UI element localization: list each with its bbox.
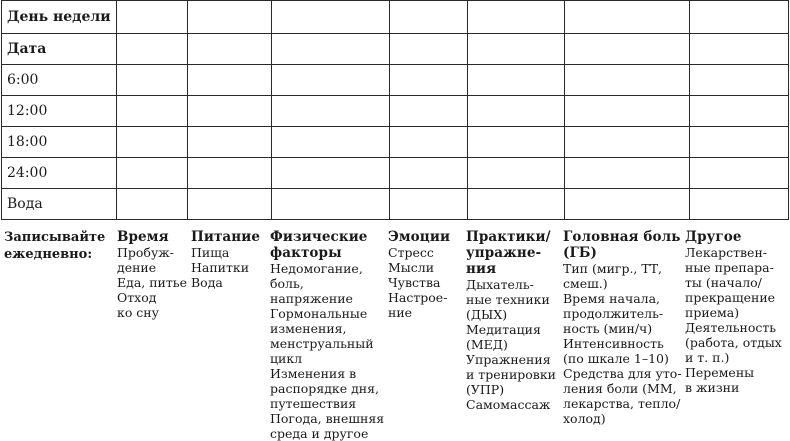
legend-column — [685, 229, 782, 395]
legend-item: Гормональные — [270, 306, 368, 321]
legend-item: Дыхатель- — [466, 277, 534, 292]
entry-cell[interactable] — [272, 127, 390, 158]
legend-item: среда и другое — [270, 426, 369, 441]
legend-item: (ДЫХ) — [466, 307, 508, 322]
legend-item: (УПР) — [466, 382, 505, 397]
entry-cell[interactable] — [272, 34, 390, 65]
legend-item: приема) — [685, 305, 740, 320]
legend-item: ние — [388, 305, 413, 320]
entry-cell[interactable] — [272, 158, 390, 189]
entry-cell[interactable] — [468, 127, 565, 158]
entry-cell[interactable] — [690, 65, 789, 96]
legend-item: напряжение — [270, 291, 353, 306]
entry-cell[interactable] — [565, 189, 690, 220]
legend-item: Самомассаж — [466, 397, 551, 412]
entry-cell[interactable] — [565, 65, 690, 96]
entry-cell[interactable] — [390, 1, 468, 34]
table-row — [2, 189, 789, 220]
legend-item: и т. п.) — [685, 350, 730, 365]
legend-item: путешествия — [270, 396, 357, 411]
entry-cell[interactable] — [188, 189, 272, 220]
table-row — [2, 34, 789, 65]
row-label: 6:00 — [2, 65, 117, 96]
entry-cell[interactable] — [690, 158, 789, 189]
legend-item: Настрое- — [388, 290, 448, 305]
legend-column — [563, 229, 682, 426]
entry-cell[interactable] — [188, 65, 272, 96]
table-row — [2, 96, 789, 127]
legend-item: Отход — [117, 290, 157, 305]
legend-item: боль, — [270, 276, 304, 291]
entry-cell[interactable] — [117, 158, 188, 189]
legend-item: и тренировки — [466, 367, 556, 382]
table-row — [2, 1, 789, 34]
entry-cell[interactable] — [690, 189, 789, 220]
entry-cell[interactable] — [188, 34, 272, 65]
entry-cell[interactable] — [468, 158, 565, 189]
entry-cell[interactable] — [390, 158, 468, 189]
entry-cell[interactable] — [690, 127, 789, 158]
legend-heading: Практики/ — [466, 229, 551, 245]
legend-intro — [4, 229, 114, 263]
legend-item: Упражнения — [466, 352, 551, 367]
legend-item: Напитки — [191, 260, 250, 275]
legend-item: Лекарствен- — [685, 245, 768, 260]
legend-intro-line: Записывайте — [4, 230, 106, 245]
legend-item: ность (мин/ч) — [563, 321, 653, 336]
legend-item: менструальный — [270, 336, 374, 351]
legend-item: ления боли (ММ, — [563, 381, 677, 396]
legend-item: смеш.) — [563, 276, 608, 291]
legend-item: Деятельность — [685, 320, 777, 335]
legend-item: изменения, — [270, 321, 347, 336]
legend-heading: Время — [117, 229, 169, 245]
legend-item: Мысли — [388, 260, 435, 275]
legend-heading: Другое — [685, 229, 742, 245]
legend-heading: Головная боль — [563, 229, 681, 245]
legend-item: Интенсивность — [563, 336, 664, 351]
legend-intro-line: ежедневно: — [4, 247, 93, 262]
legend-item: Медитация — [466, 322, 541, 337]
row-label: Дата — [2, 34, 117, 65]
entry-cell[interactable] — [565, 158, 690, 189]
entry-cell[interactable] — [690, 1, 789, 34]
entry-cell[interactable] — [188, 158, 272, 189]
entry-cell[interactable] — [117, 1, 188, 34]
legend-item: Средства для уто- — [563, 366, 682, 381]
legend-heading: Физические — [270, 229, 368, 245]
row-label: День недели — [2, 1, 117, 34]
entry-cell[interactable] — [390, 34, 468, 65]
legend-item: дение — [117, 260, 157, 275]
entry-cell[interactable] — [188, 127, 272, 158]
entry-cell[interactable] — [690, 34, 789, 65]
legend-item: Еда, питье — [117, 275, 188, 290]
legend-item: ные техники — [466, 292, 550, 307]
table-row — [2, 158, 789, 189]
entry-cell[interactable] — [468, 96, 565, 127]
entry-cell[interactable] — [188, 96, 272, 127]
legend-heading: ния — [466, 261, 497, 277]
entry-cell[interactable] — [468, 65, 565, 96]
legend-column — [191, 229, 260, 290]
legend-item: цикл — [270, 351, 303, 366]
legend-column — [466, 229, 556, 412]
entry-cell[interactable] — [117, 96, 188, 127]
entry-cell[interactable] — [117, 189, 188, 220]
legend-item: ты (начало/ — [685, 275, 762, 290]
entry-cell[interactable] — [468, 189, 565, 220]
legend-item: лекарства, тепло/ — [563, 396, 681, 411]
entry-cell[interactable] — [117, 65, 188, 96]
legend-item: распорядке дня, — [270, 381, 379, 396]
legend-item: холод) — [563, 411, 606, 426]
table-row — [2, 127, 789, 158]
legend-heading: Эмоции — [388, 229, 451, 245]
legend-item: в жизни — [685, 380, 740, 395]
legend-item: Пробуж- — [117, 245, 175, 260]
legend-heading: Питание — [191, 229, 261, 245]
legend-heading: факторы — [270, 245, 342, 261]
entry-cell[interactable] — [565, 1, 690, 34]
entry-cell[interactable] — [468, 34, 565, 65]
legend-item: ко сну — [117, 305, 159, 320]
entry-cell[interactable] — [272, 189, 390, 220]
entry-cell[interactable] — [272, 96, 390, 127]
legend-item: (работа, отдых — [685, 335, 782, 350]
entry-cell[interactable] — [468, 1, 565, 34]
legend — [0, 229, 790, 441]
legend-column — [117, 229, 187, 320]
entry-cell[interactable] — [690, 96, 789, 127]
entry-cell[interactable] — [565, 34, 690, 65]
entry-cell[interactable] — [390, 127, 468, 158]
entry-cell[interactable] — [390, 96, 468, 127]
legend-column — [388, 229, 450, 320]
legend-item: Изменения в — [270, 366, 357, 381]
row-label: 24:00 — [2, 158, 117, 189]
legend-item: Пища — [191, 245, 230, 260]
legend-item: (МЕД) — [466, 337, 508, 352]
entry-cell[interactable] — [188, 1, 272, 34]
legend-item: Стресс — [388, 245, 434, 260]
legend-heading: (ГБ) — [563, 245, 598, 261]
entry-cell[interactable] — [565, 127, 690, 158]
entry-cell[interactable] — [117, 34, 188, 65]
legend-item: продолжитель- — [563, 306, 664, 321]
row-label: 12:00 — [2, 96, 117, 127]
legend-item: Чувства — [388, 275, 441, 290]
entry-cell[interactable] — [565, 96, 690, 127]
legend-item: Время начала, — [563, 291, 661, 306]
legend-item: прекращение — [685, 290, 776, 305]
legend-column — [270, 229, 384, 441]
legend-item: Недомогание, — [270, 261, 363, 276]
entry-cell[interactable] — [390, 65, 468, 96]
entry-cell[interactable] — [117, 127, 188, 158]
entry-cell[interactable] — [272, 65, 390, 96]
legend-item: ные препара- — [685, 260, 774, 275]
diary-table — [1, 0, 789, 220]
entry-cell[interactable] — [272, 1, 390, 34]
legend-heading: упражне- — [466, 245, 542, 261]
table-row — [2, 65, 789, 96]
legend-item: Тип (мигр., ТТ, — [563, 261, 663, 276]
legend-item: Погода, внешняя — [270, 411, 385, 426]
legend-item: (по шкале 1–10) — [563, 351, 669, 366]
legend-item: Перемены — [685, 365, 755, 380]
row-label: Вода — [2, 189, 117, 220]
entry-cell[interactable] — [390, 189, 468, 220]
legend-item: Вода — [191, 275, 223, 290]
row-label: 18:00 — [2, 127, 117, 158]
